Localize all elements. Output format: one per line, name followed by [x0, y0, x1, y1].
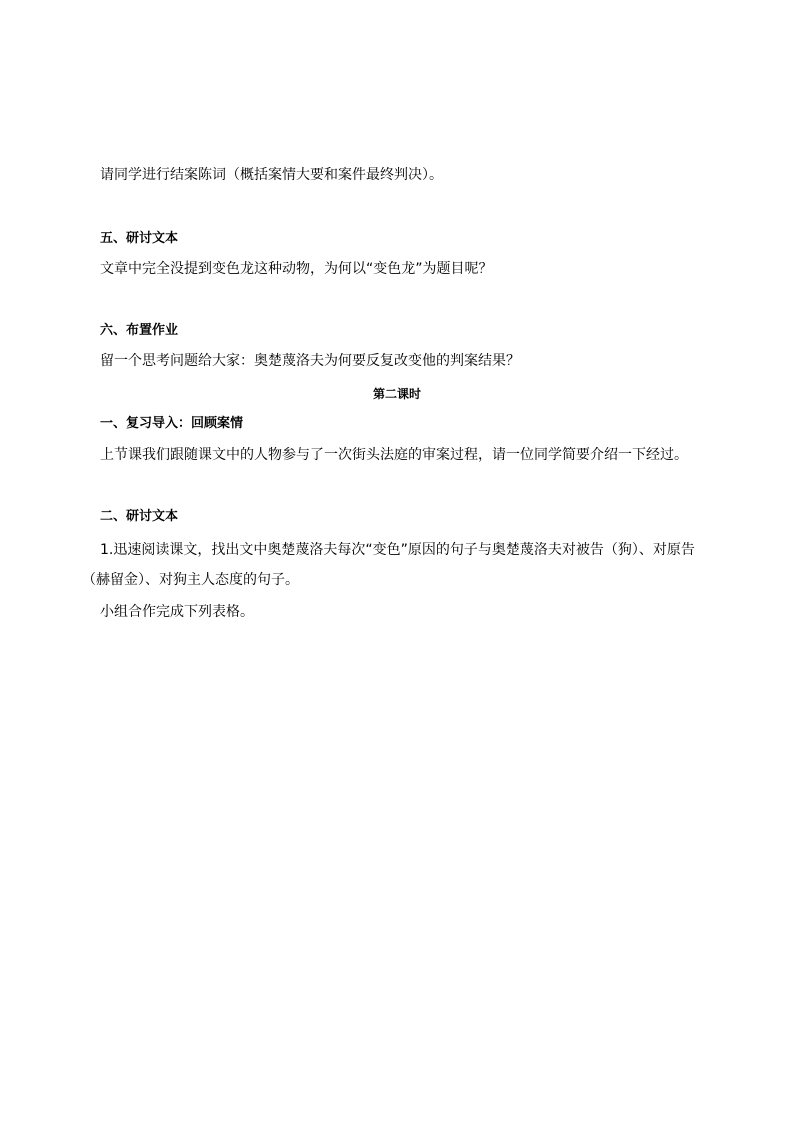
lesson-2-section-2-heading: 二、研讨文本	[100, 509, 179, 524]
section-6-heading: 六、布置作业	[100, 323, 179, 338]
closing-statement-paragraph: 请同学进行结案陈词（概括案情大要和案件最终判决）。	[100, 167, 443, 183]
section-5-text: 文章中完全没提到变色龙这种动物，为何以“变色龙”为题目呢？	[100, 261, 493, 277]
lesson-2-item-1-line-1: 1.迅速阅读课文，找出文中奥楚蔑洛夫每次“变色”原因的句子与奥楚蔑洛夫对被告（狗）、对原告	[100, 542, 695, 558]
group-task-text: 小组合作完成下列表格。	[100, 604, 254, 620]
lesson-2-section-1-heading: 一、复习导入：回顾案情	[100, 416, 244, 431]
section-6-text: 留一个思考问题给大家：奥楚蔑洛夫为何要反复改变他的判案结果？	[100, 353, 520, 369]
lesson-2-item-1-line-2: （赫留金）、对狗主人态度的句子。	[82, 572, 299, 588]
section-5-heading: 五、研讨文本	[100, 231, 179, 246]
lesson-2-title: 第二课时	[372, 387, 421, 401]
lesson-2-section-1-text: 上节课我们跟随课文中的人物参与了一次街头法庭的审案过程，请一位同学简要介绍一下经过。	[100, 447, 688, 463]
